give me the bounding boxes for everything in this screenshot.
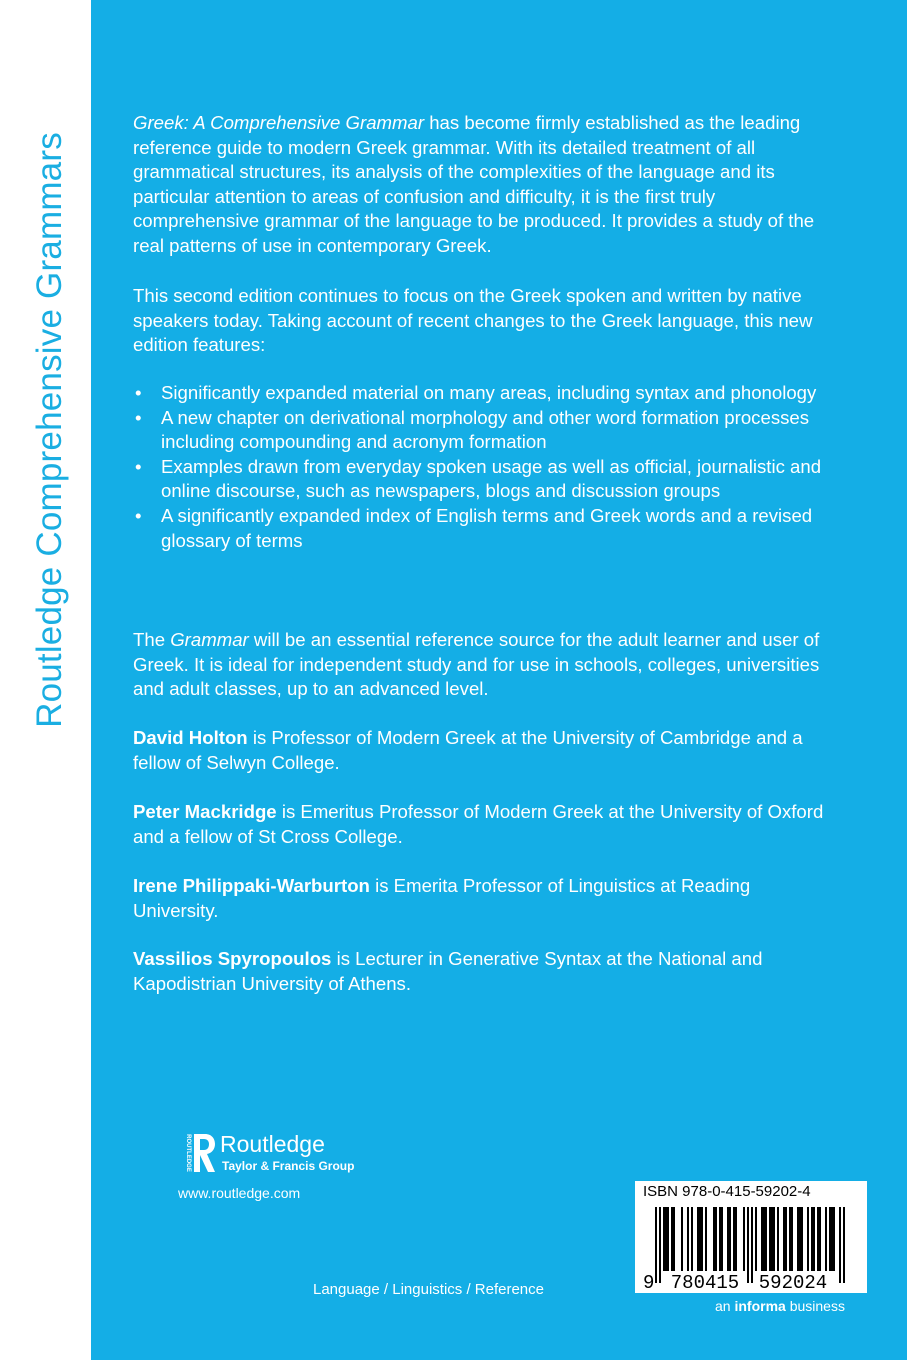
barcode-bar (789, 1207, 791, 1271)
barcode-bar (671, 1207, 673, 1271)
publisher-name: Routledge (220, 1131, 325, 1157)
barcode-bar (667, 1207, 669, 1271)
barcode-bar (747, 1207, 749, 1283)
barcode-bar (783, 1207, 785, 1271)
barcode-bar (705, 1207, 707, 1271)
feature-item: • A new chapter on derivational morphology and other word formation processes including compounding and acronym formation (133, 406, 833, 455)
barcode-bar (843, 1207, 845, 1283)
barcode-bar (663, 1207, 665, 1271)
barcode-bar (791, 1207, 793, 1271)
publisher-group: Taylor & Francis Group (222, 1159, 355, 1173)
author-name: David Holton (133, 727, 248, 748)
author-bio: Irene Philippaki-Warburton is Emerita Professor of Linguistics at Reading University. (133, 875, 751, 921)
spine-strip (0, 0, 91, 1360)
barcode-bar (797, 1207, 799, 1271)
closing-paragraph: The Grammar will be an essential reference source for the adult learner and user of Greek. It is ideal for independent study and for use in schools, colleges, universities and adult classes, up to an advanced level. (133, 629, 820, 700)
intro-text: has become firmly established as the leading reference guide to modern Greek grammar. With its detailed treatment of all grammatical structures, its analysis of the complexities of the language and its particular attention to areas of confusion and difficulty, it is the first truly comprehensive grammar of the language to be produced. It provides a study of the real patterns of use in contemporary Greek. (133, 112, 815, 256)
author-name: Irene Philippaki-Warburton (133, 875, 370, 896)
barcode-bar (811, 1207, 813, 1271)
barcode-bar (655, 1207, 657, 1283)
feature-item: • Examples drawn from everyday spoken usage as well as official, journalistic and online discourse, such as newspapers, blogs and discussion groups (133, 455, 833, 504)
barcode-bar (807, 1207, 809, 1271)
barcode-bar (771, 1207, 773, 1271)
book-title: Greek: A Comprehensive Grammar (133, 112, 425, 133)
routledge-logo-icon (178, 1130, 218, 1176)
barcode-bar (699, 1207, 701, 1271)
features-list (133, 381, 833, 553)
isbn-label: ISBN 978-0-415-59202-4 (643, 1183, 811, 1200)
barcode-bar (755, 1207, 757, 1271)
feature-item: • Significantly expanded material on many areas, including syntax and phonology (133, 381, 833, 406)
barcode-bar (713, 1207, 715, 1271)
author-name: Vassilios Spyropoulos (133, 948, 332, 969)
barcode-bar (715, 1207, 717, 1271)
barcode-bar (817, 1207, 819, 1271)
barcode-bar (735, 1207, 737, 1271)
barcode-bar (701, 1207, 703, 1271)
intro-paragraph (133, 111, 833, 259)
barcode-bar (765, 1207, 767, 1271)
barcode-bar (831, 1207, 833, 1271)
barcode-bar (763, 1207, 765, 1271)
barcode-bar (769, 1207, 771, 1271)
series-title: Routledge Comprehensive Grammars (30, 132, 69, 728)
barcode-bar (743, 1207, 745, 1271)
barcode-bar (687, 1207, 689, 1271)
barcode-bar (785, 1207, 787, 1271)
barcode-bar (697, 1207, 699, 1271)
barcode-bar (727, 1207, 729, 1271)
barcode-bar (719, 1207, 721, 1271)
barcode-bar (825, 1207, 827, 1271)
barcode-bar (659, 1207, 661, 1283)
publisher-website: www.routledge.com (178, 1185, 301, 1201)
barcode-bar (773, 1207, 775, 1271)
barcode-bar (665, 1207, 667, 1271)
barcode-bar (833, 1207, 835, 1271)
barcode-bar (721, 1207, 723, 1271)
barcode-bar (751, 1207, 753, 1283)
svg-text:ROUTLEDGE: ROUTLEDGE (185, 1134, 191, 1172)
svg-text:780415: 780415 (670, 1272, 740, 1293)
barcode-bar (813, 1207, 815, 1271)
svg-text:592024: 592024 (758, 1272, 828, 1293)
feature-item: • A significantly expanded index of English terms and Greek words and a revised glossary of terms (133, 504, 833, 553)
barcode-bar (733, 1207, 735, 1271)
barcode-bar (819, 1207, 821, 1271)
author-name: Peter Mackridge (133, 801, 277, 822)
barcode-bar (673, 1207, 675, 1271)
barcode-bar (729, 1207, 731, 1271)
barcode-bar (761, 1207, 763, 1271)
barcode-bar (681, 1207, 683, 1271)
barcode-bar (691, 1207, 693, 1271)
author-bio: Peter Mackridge is Emeritus Professor of Modern Greek at the University of Oxford and a fellow of St Cross College. (133, 801, 824, 847)
barcode-bar (829, 1207, 831, 1271)
barcode-bar (801, 1207, 803, 1271)
author-bio: David Holton is Professor of Modern Greek at the University of Cambridge and a fellow of Selwyn College. (133, 727, 803, 773)
informa-tagline: an informa business (715, 1298, 845, 1314)
barcode-bar (799, 1207, 801, 1271)
barcode-bar (777, 1207, 779, 1271)
publisher-logo (178, 1130, 378, 1180)
barcode-box (635, 1181, 867, 1293)
svg-text:9: 9 (643, 1272, 655, 1293)
author-bio: Vassilios Spyropoulos is Lecturer in Generative Syntax at the National and Kapodistrian University of Athens. (133, 948, 763, 994)
barcode-bar (839, 1207, 841, 1283)
edition-paragraph: This second edition continues to focus on the Greek spoken and written by native speakers today. Taking account of recent changes to the Greek language, this new edition features: (133, 285, 813, 356)
subject-categories: Language / Linguistics / Reference (313, 1281, 544, 1298)
